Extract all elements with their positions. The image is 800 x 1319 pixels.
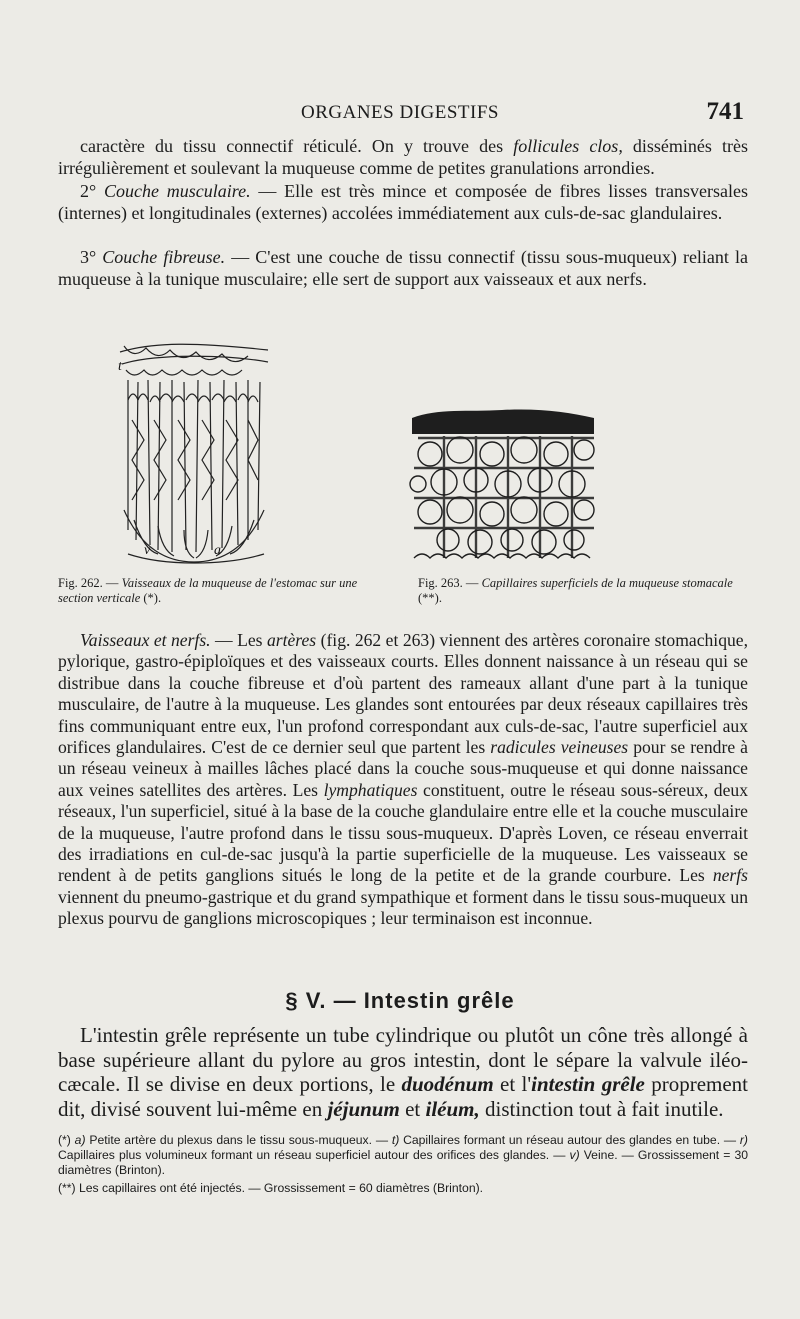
paragraph-couche-fibreuse (58, 247, 748, 290)
footnote-text: Veine. — Grossissement = 30 diamètres (Brinton). (58, 1148, 749, 1177)
figure-262-caption (58, 576, 378, 606)
section-heading: § V. — Intestin grêle (285, 988, 515, 1013)
figure-262 (114, 340, 274, 570)
footnote-key-a: a) (74, 1133, 86, 1147)
paragraph-text: constituent, outre le réseau sous-séreux, deux réseaux, l'un superficiel, situé à la base de la couche glandulaire entre elle et la couche musculaire de la muqueuse, l'autre profond dans le tissu sous-muqueux. D'après Loven, ce réseau enverrait des irradiations en cul-de-sac jusqu'à la partie superficielle de la muqueuse. Les vaisseaux se rendent à de petits ganglions situés le long de la petite et de la grande courbure. Les (58, 779, 749, 886)
footnote-key-v: v) (569, 1148, 580, 1162)
caption-title: Vaisseaux de la muqueuse de l'estomac sur une section verticale (58, 576, 358, 605)
term-nerfs: nerfs (712, 865, 748, 886)
footnote-fig262 (58, 1133, 748, 1178)
paragraph-text: proprement dit, divisé souvent lui-même en (58, 1072, 748, 1121)
paragraph-text: L'intestin grêle représente un tube cylindrique ou plutôt un cône très allongé à base supérieure allant du pylore au gros intestin, dont le sépare la valvule iléo-cæcale. Il se divise en deux portions, le (58, 1023, 748, 1096)
term-jejunum: jéjunum (327, 1096, 400, 1121)
term-intestin-grele: intestin grêle (531, 1072, 645, 1096)
term-duodenum: duodénum (401, 1072, 494, 1096)
paragraph-text: (fig. 262 et 263) viennent des artères coronaire stomachique, pylorique, gastro-épiploïques et des vaisseaux courts. Elles donnent naissance à un réseau qui se distribue dans la couche fibreuse et d'où partent des rameaux allant d'une part à la tunique musculaire, de l'autre à la muqueuse. Les glandes sont entourées par deux réseaux capillaires très fins communiquant entre eux, l'un profond correspondant aux culs-de-sac, l'autre superficiel aux orifices glandulaires. C'est de ce dernier seul que partent les (58, 630, 748, 758)
paragraph-text: — C'est une couche de tissu connectif (tissu sous-muqueux) reliant la muqueuse à la tunique musculaire; elle sert de support aux vaisseaux et aux nerfs. (58, 247, 748, 289)
term-radicules-veineuses: radicules veineuses (490, 737, 629, 758)
footnote-text: Capillaires plus volumineux formant un réseau superficiel autour des orifices des glandes. — (58, 1148, 570, 1162)
paragraph-text: disséminés très irrégulièrement et soulevant la muqueuse comme de petites granulations arrondies. (58, 136, 749, 178)
footnote-fig263: (**) Les capillaires ont été injectés. — Grossissement = 60 diamètres (Brinton). (58, 1181, 484, 1195)
term-ileum: iléum, (425, 1096, 480, 1121)
caption-title: Capillaires superficiels de la muqueuse stomacale (481, 576, 733, 590)
figure-263-caption (418, 576, 738, 606)
paragraph-text: — Elle est très mince et composée de fibres lisses transversales (internes) et longitudinales (externes) accolées immédiatement aux culs-de-sac glandulaires. (58, 181, 749, 223)
paragraph-text: distinction tout à fait inutile. (479, 1096, 724, 1121)
caption-prefix: Fig. 262. — (58, 576, 122, 590)
caption-suffix: (**). (418, 591, 442, 605)
running-title: ORGANES DIGESTIFS (301, 102, 499, 123)
figure-263 (408, 408, 596, 568)
paragraph-couche-musculaire (58, 181, 748, 224)
footnote-marker: (*) (58, 1133, 75, 1147)
page-number: 741 (706, 98, 744, 125)
term-couche-fibreuse: Couche fibreuse. (102, 247, 226, 267)
paragraph-text: et l' (493, 1072, 532, 1096)
footnote-key-t: t) (391, 1133, 400, 1147)
footnote-key-r: r) (739, 1133, 748, 1147)
figure-262-label-a: a (214, 543, 221, 558)
term-vaisseaux-et-nerfs: Vaisseaux et nerfs. (80, 630, 211, 650)
paragraph-text: et (399, 1096, 426, 1121)
paragraph-text: caractère du tissu connectif réticulé. On y trouve des (80, 136, 514, 156)
term-arteres: artères (266, 630, 317, 650)
term-follicules: follicules clos, (513, 136, 623, 156)
paragraph-follicules (58, 136, 748, 179)
footnote-text: Capillaires formant un réseau autour des glandes en tube. — (399, 1133, 740, 1147)
item-number: 2° (80, 181, 104, 201)
paragraph-text: — Les (210, 630, 267, 650)
term-couche-musculaire: Couche musculaire. (103, 181, 251, 201)
footnote-text: Petite artère du plexus dans le tissu sous-muqueux. — (85, 1133, 392, 1147)
paragraph-text: pour se rendre à un réseau veineux à mailles lâches placé dans la couche sous-muqueuse et qui donne naissance aux veines satellites des artères. Les (58, 737, 748, 800)
item-number: 3° (80, 247, 103, 267)
term-lymphatiques: lymphatiques (323, 779, 418, 800)
caption-prefix: Fig. 263. — (418, 576, 482, 590)
figure-263-illustration (408, 408, 596, 568)
caption-suffix: (*). (140, 591, 162, 605)
paragraph-intestin-grele (58, 1023, 748, 1121)
figure-262-label-v: v (144, 543, 151, 558)
paragraph-text: viennent du pneumo-gastrique et du grand sympathique et forment dans le tissu sous-muqueux un plexus pourvu de ganglions microscopiques ; leur terminaison est inconnue. (58, 886, 748, 929)
running-header (0, 100, 800, 130)
paragraph-vaisseaux-et-nerfs (58, 630, 748, 930)
figure-262-label-t: t (118, 359, 122, 374)
figure-262-illustration (114, 340, 274, 570)
